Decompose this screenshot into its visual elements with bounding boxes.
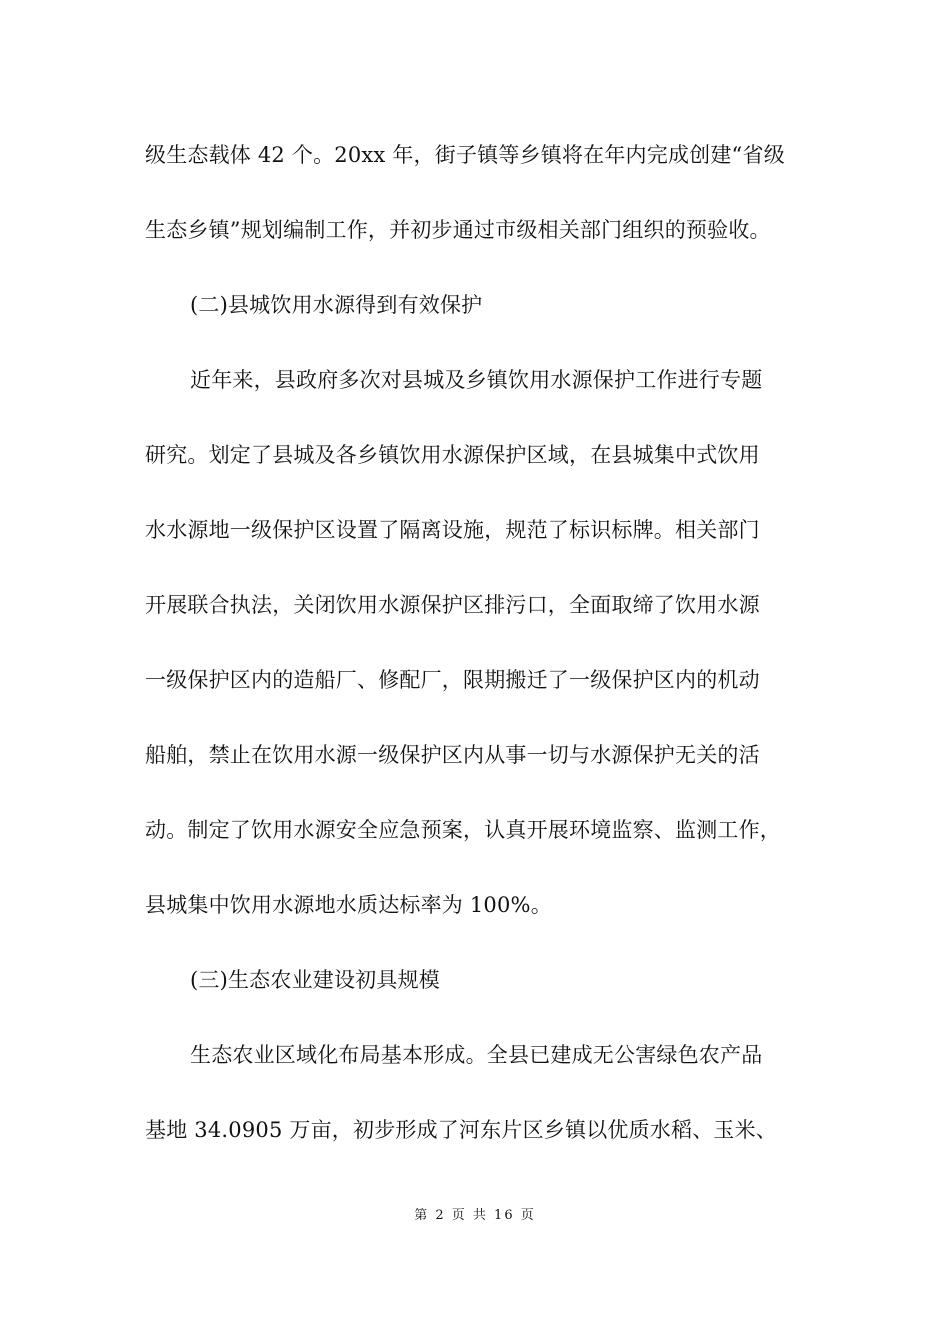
body-text-line: 开展联合执法，关闭饮用水源保护区排污口，全面取缔了饮用水源 [145,593,760,617]
body-text-line: 动。制定了饮用水源安全应急预案，认真开展环境监察、监测工作， [145,818,781,842]
body-text-line: 基地 34.0905 万亩，初步形成了河东片区乡镇以优质水稻、玉米、 [145,1118,777,1142]
body-text-line: 生态农业区域化布局基本形成。全县已建成无公害绿色农产品 [190,1043,763,1067]
body-text-line: 级生态载体 42 个。20xx 年，街子镇等乡镇将在年内完成创建“省级 [145,143,785,167]
body-text-line: 县城集中饮用水源地水质达标率为 100%。 [145,893,552,917]
body-text-line: 生态乡镇”规划编制工作，并初步通过市级相关部门组织的预验收。 [145,218,771,242]
body-text-line: 一级保护区内的造船厂、修配厂，限期搬迁了一级保护区内的机动 [145,668,760,692]
body-text-line: 近年来，县政府多次对县城及乡镇饮用水源保护工作进行专题 [190,368,763,392]
section-heading: (三)生态农业建设初具规模 [190,968,440,992]
body-text-line: 水水源地一级保护区设置了隔离设施，规范了标识标牌。相关部门 [145,518,760,542]
body-text-line: 研究。划定了县城及各乡镇饮用水源保护区域，在县城集中式饮用 [145,443,760,467]
page-footer: 第 2 页 共 16 页 [414,1208,536,1223]
section-heading: (二)县城饮用水源得到有效保护 [190,293,483,317]
body-text-line: 船舶，禁止在饮用水源一级保护区内从事一切与水源保护无关的活 [145,743,760,767]
